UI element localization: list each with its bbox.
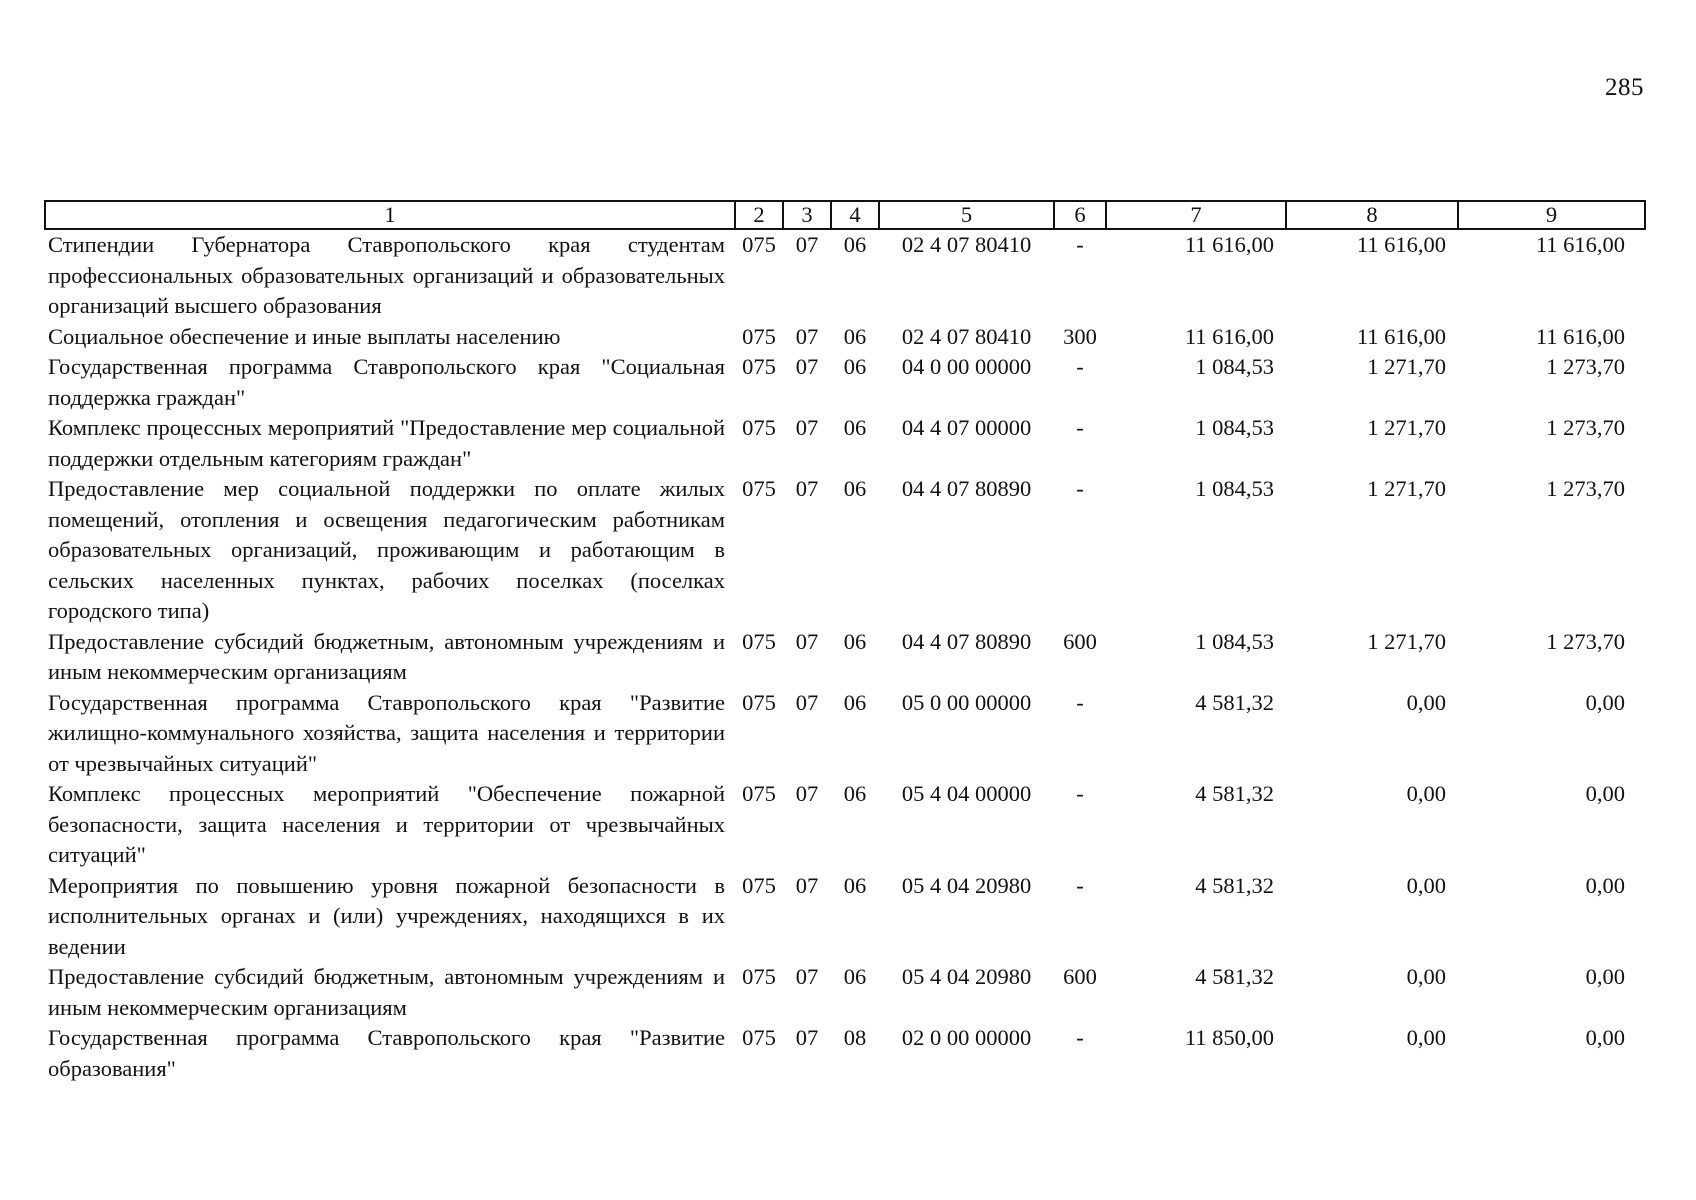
table-row — [45, 322, 1645, 353]
row-section-code: 07 — [795, 323, 819, 349]
row-target-article: 04 0 00 00000 — [901, 354, 1032, 379]
table-header — [45, 201, 1645, 229]
row-target-article: 04 4 07 00000 — [901, 415, 1032, 440]
row-expense-type: - — [1076, 354, 1084, 379]
row-amount-col9: 11 616,00 — [1535, 323, 1625, 349]
row-amount-col9: 0,00 — [1585, 689, 1625, 715]
table-row — [45, 1023, 1645, 1084]
table-row — [45, 474, 1645, 627]
row-amount-col7: 4 581,32 — [1195, 781, 1274, 806]
row-subsection-code: 08 — [843, 1025, 867, 1050]
row-subsection-code: 06 — [843, 323, 867, 349]
row-amount-col8: 1 271,70 — [1367, 415, 1446, 440]
row-amount-col8: 0,00 — [1406, 689, 1446, 715]
row-target-article: 05 4 04 20980 — [901, 964, 1032, 989]
row-admin-code: 075 — [742, 354, 776, 379]
row-expense-type: - — [1076, 476, 1084, 501]
row-section-code: 07 — [795, 354, 819, 379]
row-amount-col9: 1 273,70 — [1546, 354, 1625, 379]
row-name: Государственная программа Ставропольского края "Развитие образования" — [48, 1025, 725, 1081]
row-target-article: 05 4 04 00000 — [901, 781, 1032, 806]
row-amount-col8: 1 271,70 — [1367, 628, 1446, 654]
row-target-article: 04 4 07 80890 — [901, 628, 1032, 654]
row-amount-col7: 4 581,32 — [1195, 964, 1274, 989]
table-row — [45, 352, 1645, 413]
row-subsection-code: 06 — [843, 415, 867, 440]
row-name: Комплекс процессных мероприятий "Обеспечение пожарной безопасности, защита населения и территории от чрезвычайных ситуаций" — [48, 781, 725, 867]
header-col-9: 9 — [1458, 201, 1645, 229]
row-section-code: 07 — [795, 476, 819, 501]
header-col-6: 6 — [1054, 201, 1106, 229]
table-row — [45, 413, 1645, 474]
row-admin-code: 075 — [742, 232, 776, 257]
table-row — [45, 229, 1645, 322]
row-subsection-code: 06 — [843, 232, 867, 257]
row-admin-code: 075 — [742, 689, 776, 715]
row-amount-col9: 0,00 — [1585, 1025, 1625, 1050]
row-admin-code: 075 — [742, 781, 776, 806]
row-name: Мероприятия по повышению уровня пожарной безопасности в исполнительных органах и (или) учреждениях, находящихся в их ведении — [48, 872, 725, 959]
row-target-article: 05 0 00 00000 — [901, 689, 1032, 715]
row-amount-col9: 0,00 — [1585, 964, 1625, 989]
header-col-8: 8 — [1286, 201, 1458, 229]
header-col-5: 5 — [879, 201, 1054, 229]
table-row — [45, 962, 1645, 1023]
row-subsection-code: 06 — [843, 689, 867, 715]
row-amount-col8: 0,00 — [1406, 964, 1446, 989]
row-amount-col7: 4 581,32 — [1195, 872, 1274, 898]
row-amount-col8: 0,00 — [1406, 781, 1446, 806]
table-row — [45, 871, 1645, 963]
row-subsection-code: 06 — [843, 781, 867, 806]
row-subsection-code: 06 — [843, 628, 867, 654]
row-name: Государственная программа Ставропольского края "Социальная поддержка граждан" — [48, 354, 725, 410]
row-name: Предоставление мер социальной поддержки по оплате жилых помещений, отопления и освещения педагогическим работникам образовательных организаций, проживающим и работающим в сельских населенных пунктах, рабочих поселках (поселках городского типа) — [48, 476, 725, 623]
row-amount-col8: 11 616,00 — [1356, 232, 1446, 257]
row-name: Комплекс процессных мероприятий "Предоставление мер социальной поддержки отдельным категориям граждан" — [48, 415, 725, 471]
row-amount-col9: 1 273,70 — [1546, 415, 1625, 440]
row-target-article: 02 0 00 00000 — [901, 1025, 1032, 1050]
row-amount-col8: 1 271,70 — [1367, 476, 1446, 501]
row-amount-col7: 4 581,32 — [1195, 689, 1274, 715]
row-expense-type: 600 — [1063, 964, 1097, 989]
row-expense-type: - — [1076, 872, 1084, 898]
header-col-3: 3 — [783, 201, 831, 229]
row-amount-col7: 11 616,00 — [1184, 323, 1274, 349]
row-name: Стипендии Губернатора Ставропольского края студентам профессиональных образовательных организаций и образовательных организаций высшего образования — [48, 232, 725, 318]
row-section-code: 07 — [795, 232, 819, 257]
row-expense-type: - — [1076, 1025, 1084, 1050]
row-section-code: 07 — [795, 415, 819, 440]
row-amount-col7: 1 084,53 — [1195, 354, 1274, 379]
row-subsection-code: 06 — [843, 354, 867, 379]
row-expense-type: - — [1076, 781, 1084, 806]
row-subsection-code: 06 — [843, 964, 867, 989]
row-name: Предоставление субсидий бюджетным, автономным учреждениям и иным некоммерческим организациям — [48, 964, 725, 1020]
row-amount-col9: 0,00 — [1585, 781, 1625, 806]
table-row — [45, 627, 1645, 688]
row-expense-type: 600 — [1063, 628, 1097, 654]
row-target-article: 04 4 07 80890 — [901, 476, 1032, 501]
row-expense-type: 300 — [1063, 323, 1097, 349]
row-amount-col9: 0,00 — [1585, 872, 1625, 898]
row-section-code: 07 — [795, 689, 819, 715]
row-expense-type: - — [1076, 232, 1084, 257]
row-admin-code: 075 — [742, 415, 776, 440]
row-section-code: 07 — [795, 872, 819, 898]
table-row — [45, 688, 1645, 780]
header-row — [45, 201, 1645, 229]
row-amount-col9: 1 273,70 — [1546, 476, 1625, 501]
header-col-7: 7 — [1106, 201, 1286, 229]
row-amount-col8: 0,00 — [1406, 1025, 1446, 1050]
row-amount-col8: 1 271,70 — [1367, 354, 1446, 379]
row-amount-col8: 0,00 — [1406, 872, 1446, 898]
row-amount-col9: 11 616,00 — [1535, 232, 1625, 257]
row-name: Предоставление субсидий бюджетным, автономным учреждениям и иным некоммерческим организациям — [48, 628, 725, 684]
row-section-code: 07 — [795, 628, 819, 654]
row-admin-code: 075 — [742, 1025, 776, 1050]
row-admin-code: 075 — [742, 476, 776, 501]
row-admin-code: 075 — [742, 872, 776, 898]
row-amount-col7: 1 084,53 — [1195, 628, 1274, 654]
row-subsection-code: 06 — [843, 872, 867, 898]
header-col-1: 1 — [45, 201, 735, 229]
row-section-code: 07 — [795, 781, 819, 806]
row-amount-col8: 11 616,00 — [1356, 323, 1446, 349]
row-amount-col9: 1 273,70 — [1546, 628, 1625, 654]
row-target-article: 02 4 07 80410 — [901, 232, 1032, 257]
row-expense-type: - — [1076, 689, 1084, 715]
header-col-4: 4 — [831, 201, 879, 229]
row-admin-code: 075 — [742, 964, 776, 989]
budget-table — [44, 200, 1646, 1084]
row-admin-code: 075 — [742, 628, 776, 654]
row-amount-col7: 1 084,53 — [1195, 476, 1274, 501]
row-amount-col7: 1 084,53 — [1195, 415, 1274, 440]
row-section-code: 07 — [795, 964, 819, 989]
row-subsection-code: 06 — [843, 476, 867, 501]
row-amount-col7: 11 616,00 — [1184, 232, 1274, 257]
row-target-article: 02 4 07 80410 — [901, 323, 1032, 349]
row-target-article: 05 4 04 20980 — [901, 872, 1032, 898]
row-admin-code: 075 — [742, 323, 776, 349]
row-amount-col7: 11 850,00 — [1184, 1025, 1274, 1050]
header-col-2: 2 — [735, 201, 783, 229]
table-row — [45, 779, 1645, 871]
row-section-code: 07 — [795, 1025, 819, 1050]
page-number: 285 — [1605, 74, 1644, 101]
row-expense-type: - — [1076, 415, 1084, 440]
row-name: Социальное обеспечение и иные выплаты населению — [48, 323, 561, 349]
table-body — [45, 229, 1645, 1084]
row-name: Государственная программа Ставропольского края "Развитие жилищно-коммунального хозяйства, защита населения и территории от чрезвычайных ситуаций" — [48, 689, 725, 776]
